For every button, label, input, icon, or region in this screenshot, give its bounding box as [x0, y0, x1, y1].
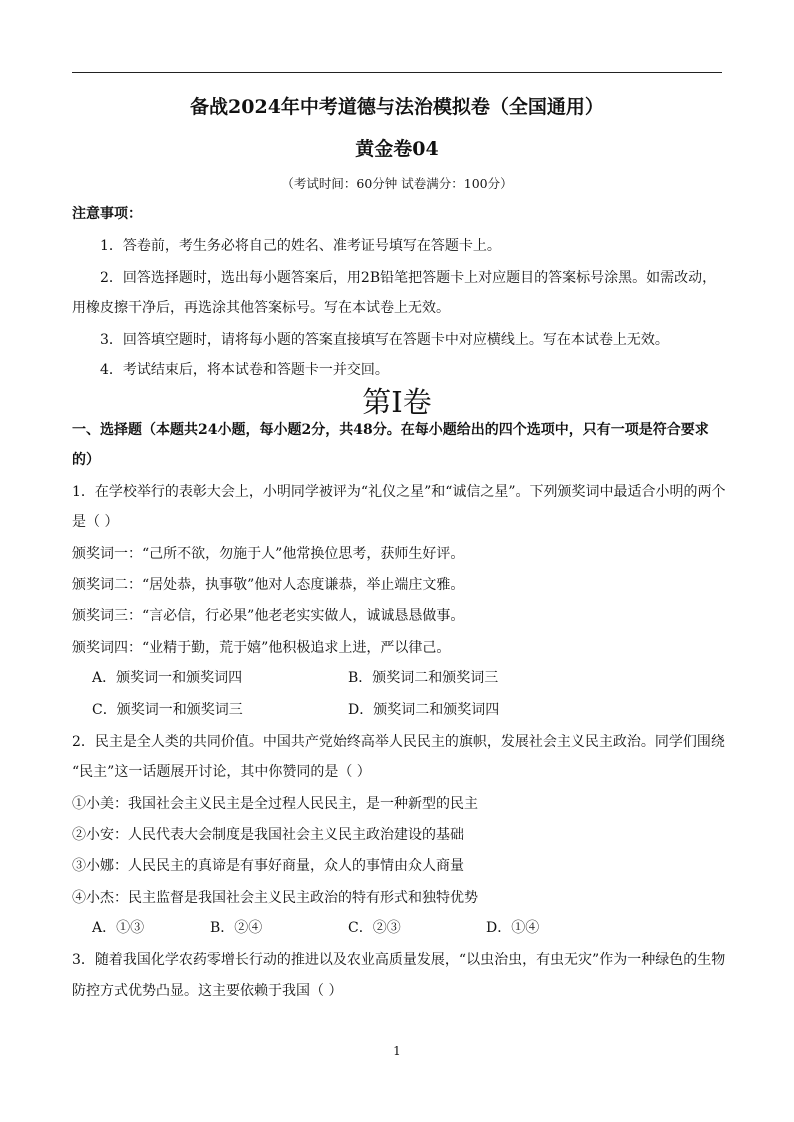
q2-stem-line1: 2．民主是全人类的共同价值。中国共产党始终高举人民民主的旗帜，发展社会主义民主政治。同学们围绕: [72, 734, 725, 750]
q3-stem-line2: 防控方式优势凸显。这主要依赖于我国（ ）: [72, 983, 343, 999]
q1-option-b: B．颁奖词二和颁奖词三: [348, 670, 499, 686]
q1-award-4: 颁奖词四：“业精于勤，荒于嬉”他积极追求上进，严以律己。: [72, 640, 451, 656]
exam-info: （考试时间：60分钟 试卷满分：100分）: [281, 176, 513, 191]
q2-view-1: ①小美：我国社会主义民主是全过程人民民主，是一种新型的民主: [72, 796, 478, 812]
notice-item-1: 1．答卷前，考生务必将自己的姓名、准考证号填写在答题卡上。: [100, 238, 501, 254]
section-title: 第Ⅰ卷: [362, 385, 432, 419]
q1-award-3: 颁奖词三：“言必信，行必果”他老老实实做人，诚诚恳恳做事。: [72, 608, 465, 624]
notice-item-2-line1: 2．回答选择题时，选出每小题答案后，用2B铅笔把答题卡上对应题目的答案标号涂黑。如需改动，: [100, 270, 717, 286]
part1-instruction-line2: 的）: [72, 452, 100, 468]
notice-item-3: 3．回答填空题时，请将每小题的答案直接填写在答题卡中对应横线上。写在本试卷上无效。: [100, 332, 669, 348]
q2-stem-line2: “民主”这一话题展开讨论，其中你赞同的是（ ）: [72, 764, 371, 780]
q1-option-c: C．颁奖词一和颁奖词三: [92, 702, 243, 718]
q3-stem-line1: 3．随着我国化学农药零增长行动的推进以及农业高质量发展，“以虫治虫，有虫无灾”作为一种绿色的生物: [72, 952, 726, 968]
q2-option-d: D．①④: [486, 920, 540, 936]
q1-option-d: D．颁奖词二和颁奖词四: [348, 702, 500, 718]
q1-option-a: A．颁奖词一和颁奖词四: [92, 670, 243, 686]
q2-option-a: A．①③: [92, 920, 145, 936]
q1-award-1: 颁奖词一：“己所不欲，勿施于人”他常换位思考，获师生好评。: [72, 546, 465, 562]
q2-option-c: C．②③: [348, 920, 401, 936]
notice-item-4: 4．考试结束后，将本试卷和答题卡一并交回。: [100, 362, 389, 378]
q2-view-2: ②小安：人民代表大会制度是我国社会主义民主政治建设的基础: [72, 827, 464, 843]
page-number: 1: [393, 1044, 401, 1058]
q1-stem-line1: 1．在学校举行的表彰大会上，小明同学被评为“礼仪之星”和“诚信之星”。下列颁奖词中最适合小明的两个: [72, 484, 726, 500]
q2-view-4: ④小杰：民主监督是我国社会主义民主政治的特有形式和独特优势: [72, 890, 478, 906]
header-rule: [72, 72, 722, 73]
q2-option-b: B．②④: [210, 920, 263, 936]
notice-item-2-line2: 用橡皮擦干净后，再选涂其他答案标号。写在本试卷上无效。: [72, 300, 450, 316]
part1-instruction-line1: 一、选择题（本题共24小题，每小题2分，共48分。在每小题给出的四个选项中，只有一项是符合要求: [72, 422, 709, 438]
q1-award-2: 颁奖词二：“居处恭，执事敬”他对人态度谦恭，举止端庄文雅。: [72, 577, 465, 593]
q2-view-3: ③小娜：人民民主的真谛是有事好商量，众人的事情由众人商量: [72, 858, 464, 874]
q1-stem-line2: 是（ ）: [72, 514, 119, 530]
exam-title: 备战2024年中考道德与法治模拟卷（全国通用）: [190, 96, 604, 118]
exam-subtitle: 黄金卷04: [355, 138, 439, 160]
notice-heading: 注意事项：: [72, 206, 142, 222]
